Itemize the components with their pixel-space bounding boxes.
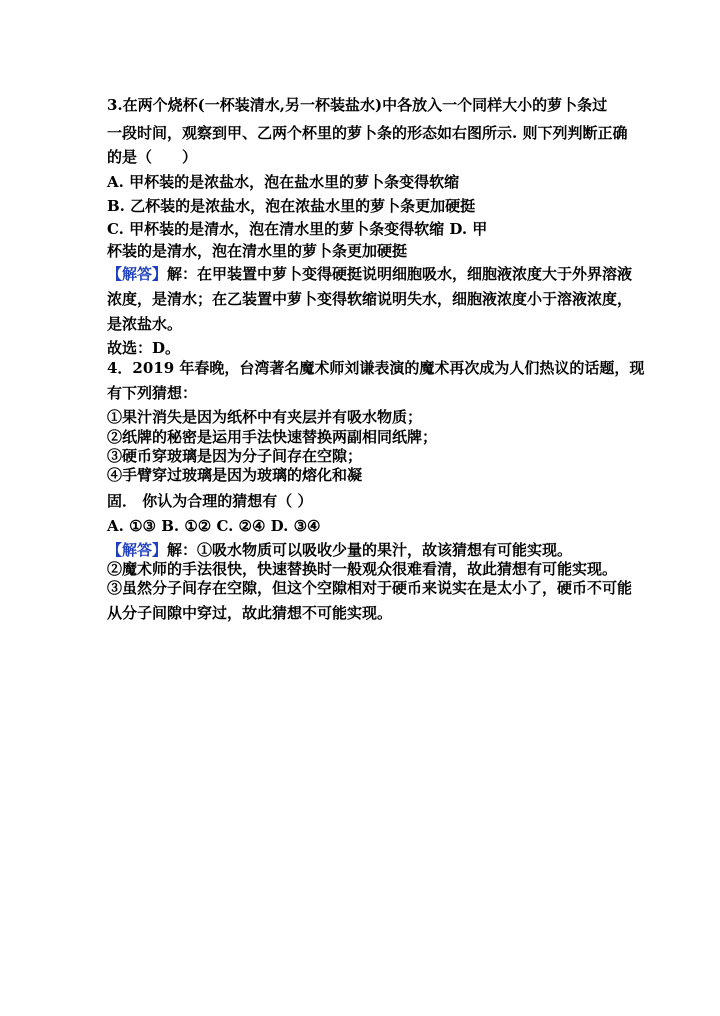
q3-option-b: B. 乙杯装的是浓盐水，泡在浓盐水里的萝卜条更加硬挺: [107, 197, 476, 215]
q4-answer-line-1: [107, 540, 572, 560]
q3-stem-line-1: 3.在两个烧杯(一杯装清水,另一杯装盐水)中各放入一个同样大小的萝卜条过: [107, 96, 608, 114]
q4-guess-2: ②纸牌的秘密是运用手法快速替换两副相同纸牌；: [107, 428, 438, 446]
q3-answer-line-3: 是浓盐水。: [107, 315, 183, 333]
q3-option-d-continued: 杯装的是清水，泡在清水里的萝卜条更加硬挺: [107, 242, 408, 260]
q4-guess-1: ①果汁消失是因为纸杯中有夹层并有吸水物质；: [107, 408, 423, 426]
q4-answer-text-1: 解：①吸水物质可以吸收少量的果汁，故该猜想有可能实现。: [167, 541, 573, 559]
q3-answer-line-2: 浓度，是清水；在乙装置中萝卜变得软缩说明失水，细胞液浓度小于溶液浓度，: [107, 290, 633, 308]
q3-stem-line-3: 的是（ ）: [107, 148, 198, 166]
q3-choice: 故选：D。: [107, 339, 181, 357]
q4-answer-line-3: ③虽然分子间存在空隙，但这个空隙相对于硬币来说实在是太小了，硬币不可能: [107, 579, 633, 597]
q3-answer-text-1: 解：在甲装置中萝卜变得硬挺说明细胞吸水，细胞液浓度大于外界溶液: [167, 265, 633, 283]
q3-stem-line-2: 一段时间，观察到甲、乙两个杯里的萝卜条的形态如右图所示. 则下列判断正确: [107, 124, 628, 142]
q4-answer-line-2: ②魔术师的手法很快，快速替换时一般观众很难看清，故此猜想有可能实现。: [107, 560, 618, 578]
q4-answer-tag: 【解答】: [107, 541, 168, 559]
q3-answer-line-1: [107, 264, 632, 284]
q4-stem-line-2: 有下列猜想：: [107, 384, 198, 402]
q4-guess-3: ③硬币穿玻璃是因为分子间存在空隙；: [107, 447, 363, 465]
q4-guess-4-line-2: 固． 你认为合理的猜想有（ ）: [107, 492, 313, 510]
q3-option-a: A. 甲杯装的是浓盐水，泡在盐水里的萝卜条变得软缩: [107, 173, 460, 191]
q3-option-c: C. 甲杯装的是清水，泡在清水里的萝卜条变得软缩 D. 甲: [107, 220, 488, 238]
q4-answer-line-4: 从分子间隙中穿过，故此猜想不可能实现。: [107, 604, 393, 622]
q4-options: A. ①③ B. ①② C. ②④ D. ③④: [107, 517, 321, 535]
q3-answer-tag: 【解答】: [107, 265, 168, 283]
q4-stem-line-1: 4．2019 年春晚，台湾著名魔术师刘谦表演的魔术再次成为人们热议的话题，现: [107, 359, 645, 377]
q4-guess-4-line-1: ④手臂穿过玻璃是因为玻璃的熔化和凝: [107, 466, 363, 484]
